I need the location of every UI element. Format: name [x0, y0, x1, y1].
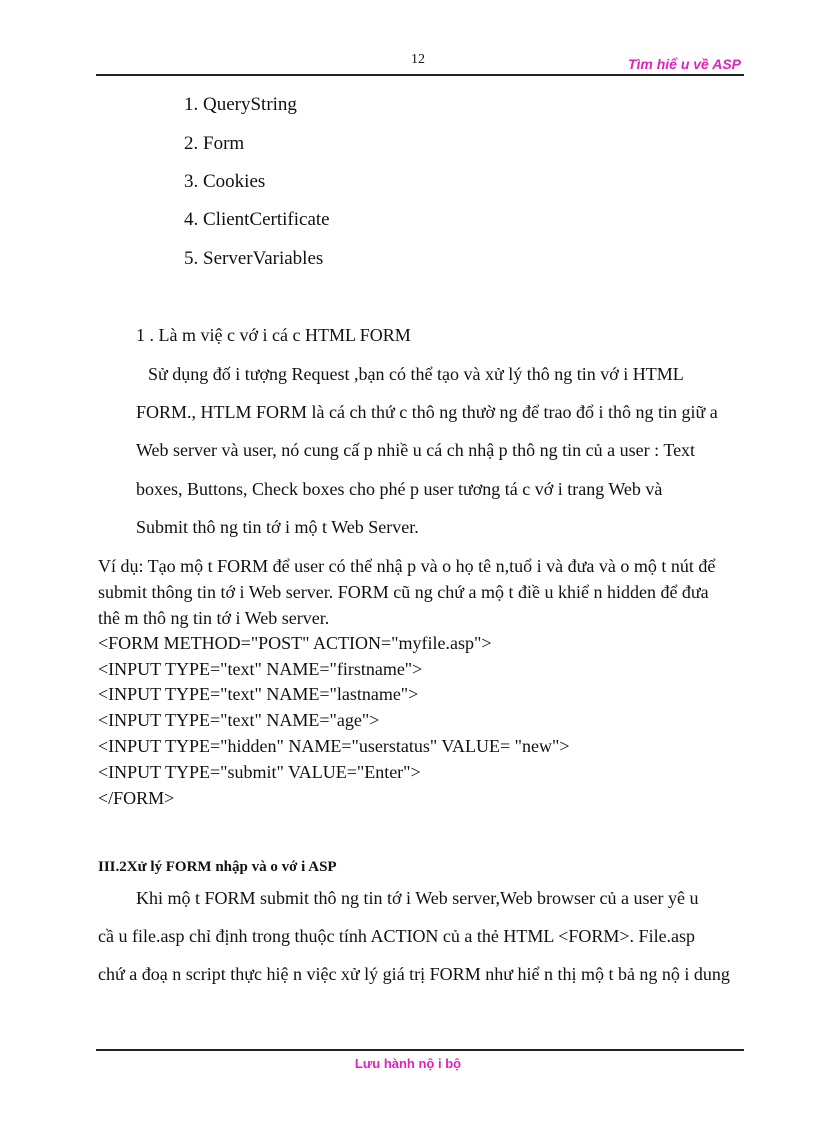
list-item: 4. ClientCertificate — [184, 209, 330, 230]
code-line: </FORM> — [98, 788, 175, 808]
header-title: Tìm hiể u về ASP — [627, 56, 741, 72]
footer-rule — [96, 1049, 744, 1051]
intro-line: boxes, Buttons, Check boxes cho phé p user tương tá c vớ i trang Web và — [136, 479, 663, 499]
page-number: 12 — [411, 52, 425, 67]
code-line: <INPUT TYPE="hidden" NAME="userstatus" VALUE= "new"> — [98, 736, 570, 756]
intro-line: Web server và user, nó cung cấ p nhiề u cá ch nhậ p thô ng tin củ a user : Text — [136, 440, 696, 460]
code-line: <INPUT TYPE="text" NAME="lastname"> — [98, 684, 419, 704]
code-line: <INPUT TYPE="text" NAME="firstname"> — [98, 659, 423, 679]
header-rule — [96, 74, 744, 76]
intro-line: FORM., HTLM FORM là cá ch thứ c thô ng thườ ng để trao đổ i thô ng tin giữ a — [136, 402, 718, 422]
code-line: <INPUT TYPE="submit" VALUE="Enter"> — [98, 762, 421, 782]
example-line: thê m thô ng tin tớ i Web server. — [98, 608, 330, 628]
body-line: Khi mộ t FORM submit thô ng tin tớ i Web server,Web browser củ a user yê u — [136, 888, 699, 908]
body-line: cầ u file.asp chỉ định trong thuộc tính ACTION củ a thẻ HTML <FORM>. File.asp — [98, 926, 696, 946]
code-line: <INPUT TYPE="text" NAME="age"> — [98, 710, 380, 730]
example-line: submit thông tin tớ i Web server. FORM cũ ng chứ a mộ t điề u khiể n hidden để đưa — [98, 582, 709, 602]
list-item: 1. QueryString — [184, 94, 297, 115]
list-item: 5. ServerVariables — [184, 248, 324, 269]
list-item: 2. Form — [184, 133, 245, 154]
footer-text: Lưu hành nộ i bộ — [354, 1056, 462, 1071]
list-item: 3. Cookies — [184, 171, 266, 192]
example-line: Ví dụ: Tạo mộ t FORM để user có thể nhậ p và o họ tê n,tuổ i và đưa và o mộ t nút để — [98, 556, 716, 576]
intro-line: Sử dụng đố i tượng Request ,bạn có thể tạo và xử lý thô ng tin vớ i HTML — [148, 364, 684, 384]
intro-line: Submit thô ng tin tớ i mộ t Web Server. — [136, 517, 419, 537]
code-line: <FORM METHOD="POST" ACTION="myfile.asp"> — [98, 633, 492, 653]
subheading: III.2Xử lý FORM nhập và o vớ i ASP — [98, 859, 337, 875]
body-line: chứ a đoạ n script thực hiệ n việc xử lý giá trị FORM như hiể n thị mộ t bả ng nộ i dung — [98, 964, 730, 984]
section-heading: 1 . Là m việ c vớ i cá c HTML FORM — [136, 325, 411, 345]
